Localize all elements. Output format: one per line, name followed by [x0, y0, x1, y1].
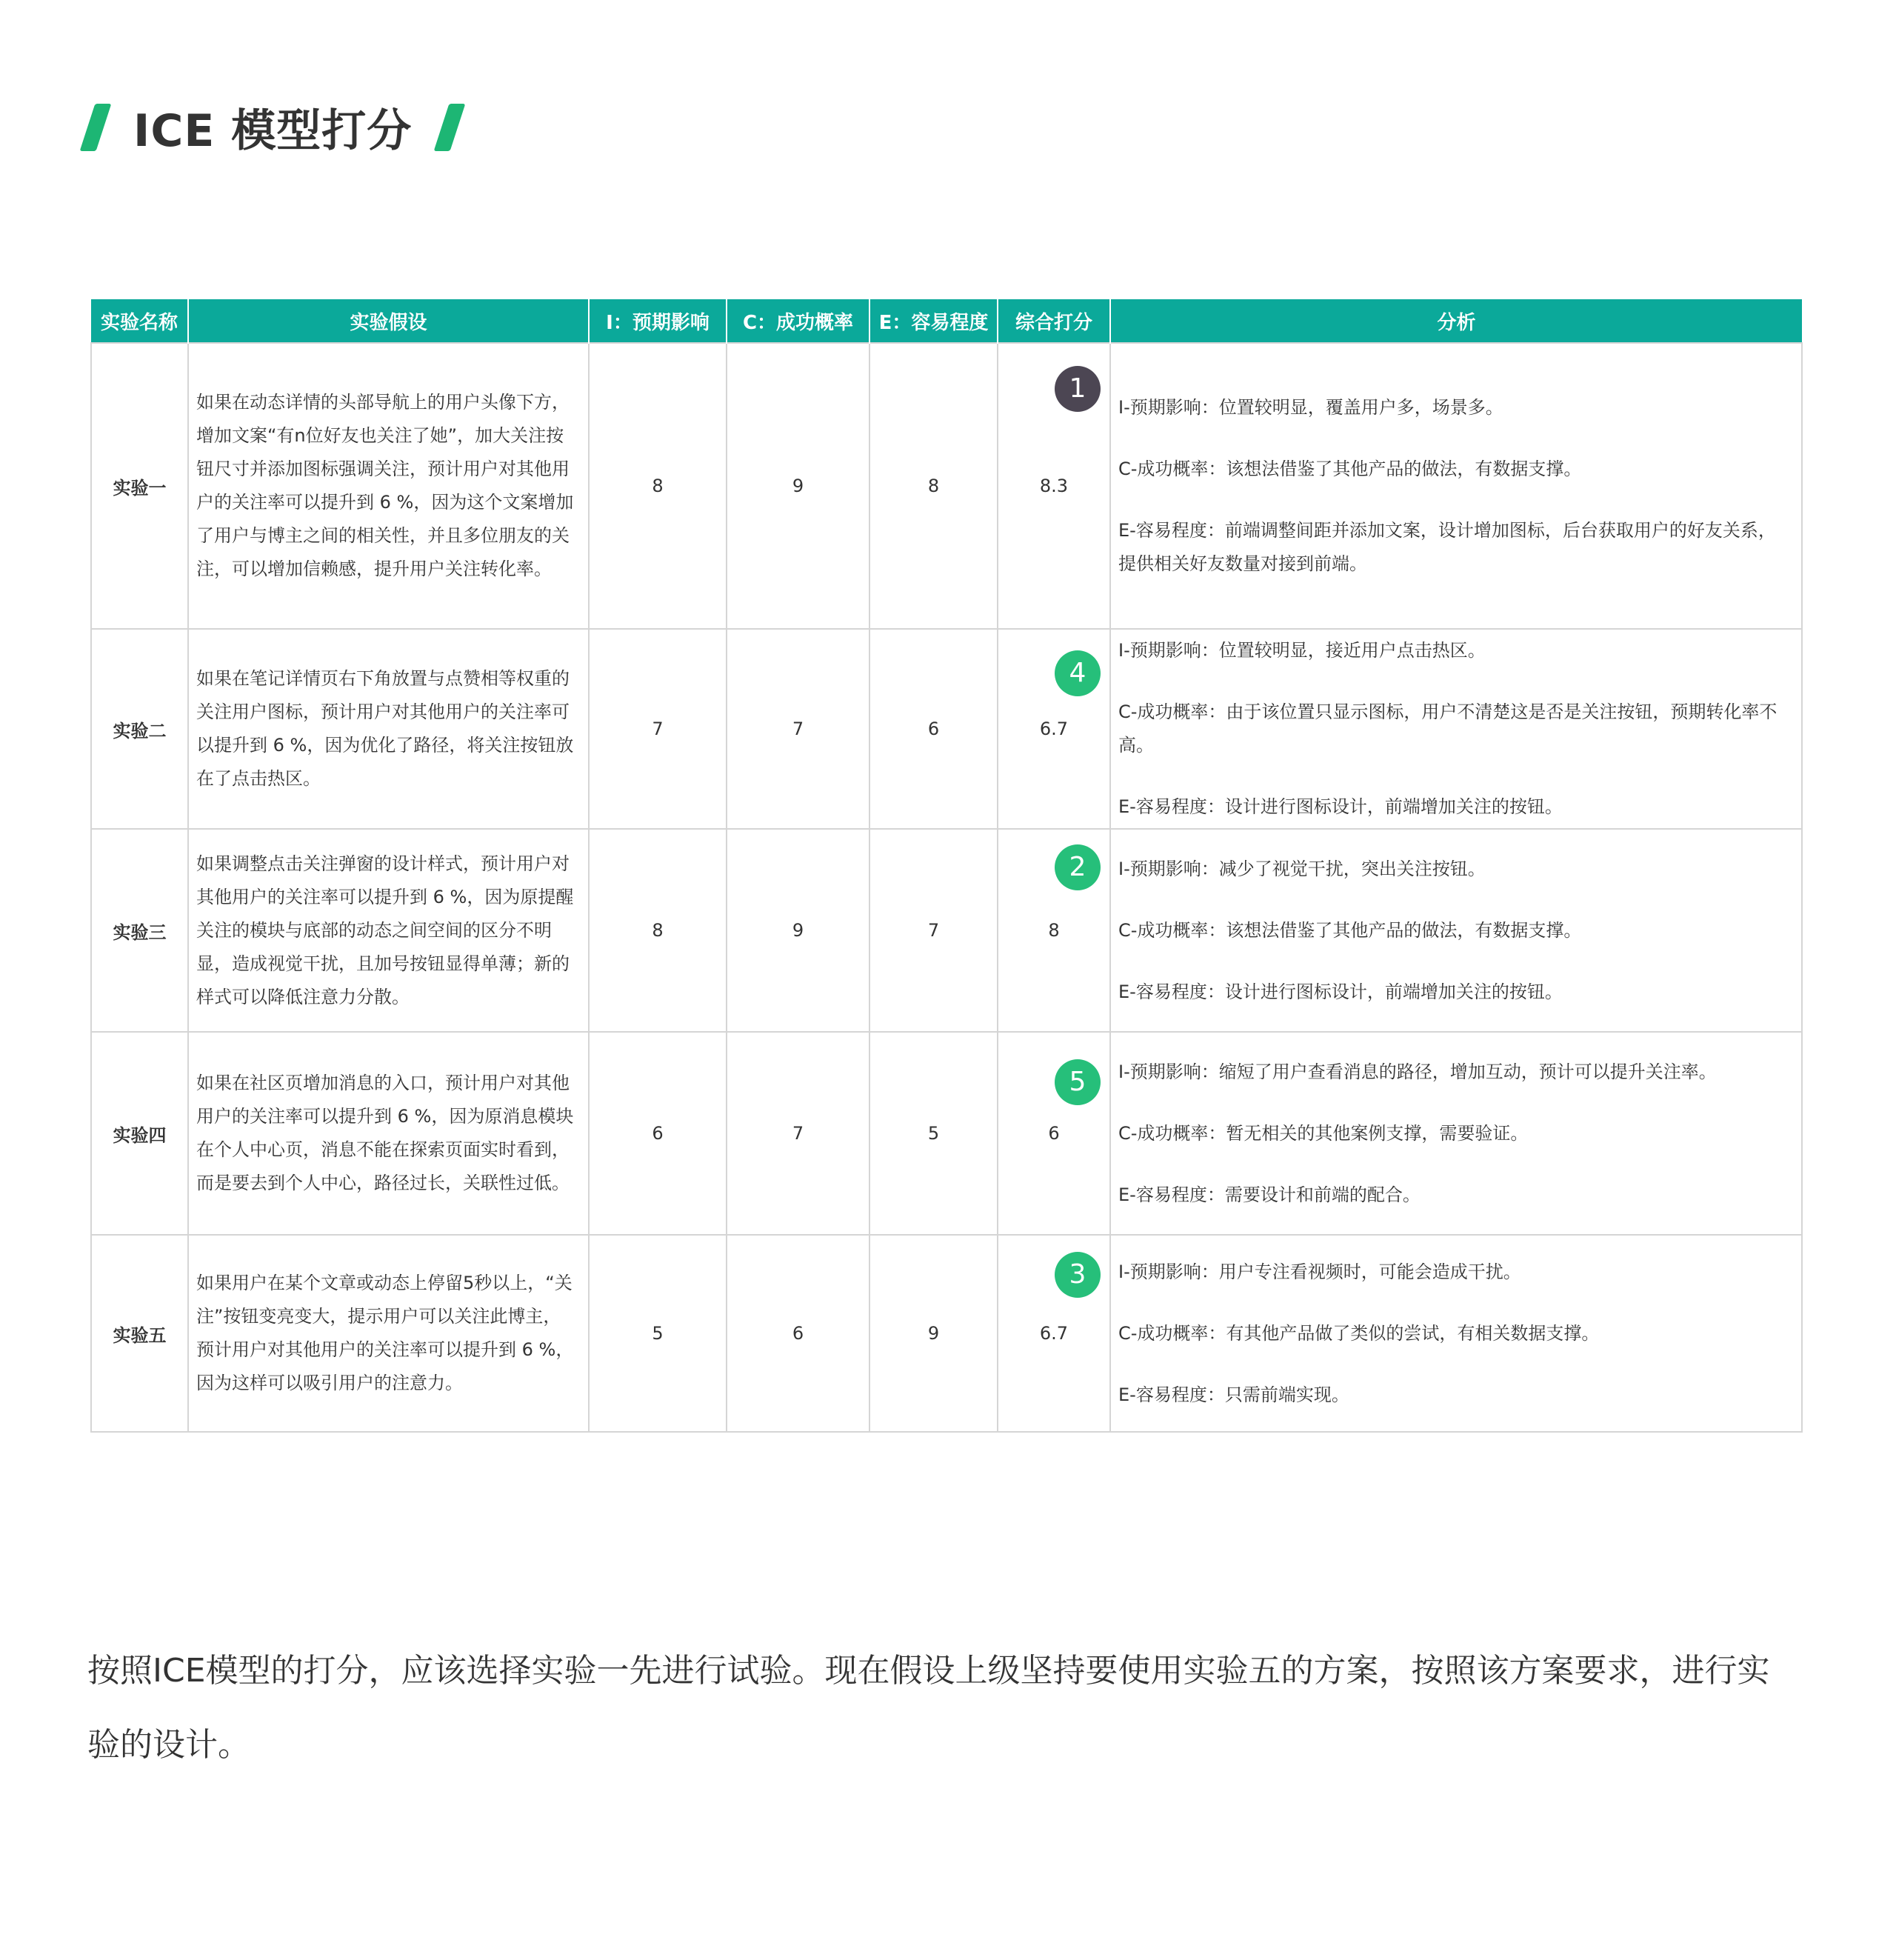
experiment-name: 实验四	[91, 1032, 188, 1235]
rank-badge: 5	[1055, 1059, 1101, 1105]
ice-score-table	[90, 299, 1803, 1433]
table-row	[91, 629, 1802, 829]
ease-score: 5	[869, 1032, 998, 1235]
slash-decoration-right	[434, 104, 466, 151]
analysis-impact: I-预期影响：缩短了用户查看消息的路径，增加互动，预计可以提升关注率。	[1118, 1061, 1717, 1082]
header-name: 实验名称	[91, 299, 188, 343]
header-ease: E：容易程度	[869, 299, 998, 343]
page-title: ICE 模型打分	[133, 105, 413, 157]
confidence-score: 9	[727, 343, 869, 629]
total-score: 8	[1048, 920, 1060, 941]
confidence-score: 7	[727, 1032, 869, 1235]
total-score: 8.3	[1039, 476, 1069, 496]
rank-badge: 2	[1055, 844, 1101, 890]
experiment-name: 实验二	[91, 629, 188, 829]
section-header	[87, 96, 458, 159]
analysis-confidence: C-成功概率：该想法借鉴了其他产品的做法，有数据支撑。	[1118, 919, 1582, 941]
header-total: 综合打分	[998, 299, 1110, 343]
experiment-name: 实验五	[91, 1235, 188, 1432]
analysis-cell	[1110, 629, 1802, 829]
total-score-cell	[998, 1235, 1110, 1432]
total-score: 6.7	[1039, 719, 1069, 739]
analysis-ease: E-容易程度：设计进行图标设计，前端增加关注的按钮。	[1118, 796, 1563, 817]
analysis-impact: I-预期影响：位置较明显，接近用户点击热区。	[1118, 640, 1486, 661]
table-header-row	[91, 299, 1802, 343]
analysis-confidence: C-成功概率：暂无相关的其他案例支撑，需要验证。	[1118, 1122, 1529, 1144]
header-confidence: C：成功概率	[727, 299, 869, 343]
impact-score: 8	[589, 829, 727, 1032]
analysis-impact: I-预期影响：位置较明显，覆盖用户多，场景多。	[1118, 397, 1503, 418]
experiment-hypothesis: 如果在社区页增加消息的入口，预计用户对其他用户的关注率可以提升到 6 %，因为原消息模块在个人中心页，消息不能在探索页面实时看到，而是要去到个人中心，路径过长，关联性过低。	[188, 1032, 589, 1235]
experiment-hypothesis: 如果调整点击关注弹窗的设计样式，预计用户对其他用户的关注率可以提升到 6 %，因为原提醒关注的模块与底部的动态之间空间的区分不明显，造成视觉干扰，且加号按钮显得单薄；新的样式可以降低注意力分散。	[188, 829, 589, 1032]
total-score: 6.7	[1039, 1323, 1069, 1344]
analysis-ease: E-容易程度：需要设计和前端的配合。	[1118, 1184, 1421, 1205]
total-score-cell	[998, 1032, 1110, 1235]
analysis-impact: I-预期影响：减少了视觉干扰，突出关注按钮。	[1118, 858, 1486, 879]
ease-score: 8	[869, 343, 998, 629]
table-row	[91, 829, 1802, 1032]
ease-score: 9	[869, 1235, 998, 1432]
analysis-cell	[1110, 829, 1802, 1032]
analysis-cell	[1110, 1032, 1802, 1235]
impact-score: 8	[589, 343, 727, 629]
experiment-hypothesis: 如果用户在某个文章或动态上停留5秒以上，“关注”按钮变亮变大，提示用户可以关注此博主，预计用户对其他用户的关注率可以提升到 6 %，因为这样可以吸引用户的注意力。	[188, 1235, 589, 1432]
analysis-cell	[1110, 1235, 1802, 1432]
ease-score: 7	[869, 829, 998, 1032]
ease-score: 6	[869, 629, 998, 829]
slash-decoration-left	[80, 104, 112, 151]
confidence-score: 7	[727, 629, 869, 829]
analysis-cell	[1110, 343, 1802, 629]
total-score-cell	[998, 343, 1110, 629]
analysis-ease: E-容易程度：设计进行图标设计，前端增加关注的按钮。	[1118, 981, 1563, 1002]
analysis-confidence: C-成功概率：有其他产品做了类似的尝试，有相关数据支撑。	[1118, 1322, 1600, 1344]
confidence-score: 9	[727, 829, 869, 1032]
experiment-hypothesis: 如果在笔记详情页右下角放置与点赞相等权重的关注用户图标，预计用户对其他用户的关注率可以提升到 6 %，因为优化了路径，将关注按钮放在了点击热区。	[188, 629, 589, 829]
experiment-name: 实验一	[91, 343, 188, 629]
rank-badge: 3	[1055, 1252, 1101, 1298]
table-row	[91, 1032, 1802, 1235]
confidence-score: 6	[727, 1235, 869, 1432]
experiment-name: 实验三	[91, 829, 188, 1032]
header-impact: I：预期影响	[589, 299, 727, 343]
total-score-cell	[998, 829, 1110, 1032]
impact-score: 5	[589, 1235, 727, 1432]
experiment-hypothesis: 如果在动态详情的头部导航上的用户头像下方，增加文案“有n位好友也关注了她”，加大关注按钮尺寸并添加图标强调关注，预计用户对其他用户的关注率可以提升到 6 %，因为这个文案增加了用户与博主之间的相关性，并且多位朋友的关注，可以增加信赖感，提升用户关注转化率。	[188, 343, 589, 629]
analysis-impact: I-预期影响：用户专注看视频时，可能会造成干扰。	[1118, 1261, 1521, 1282]
total-score-cell	[998, 629, 1110, 829]
header-analysis: 分析	[1110, 299, 1802, 343]
rank-badge: 4	[1055, 650, 1101, 696]
analysis-confidence: C-成功概率：该想法借鉴了其他产品的做法，有数据支撑。	[1118, 459, 1582, 479]
table-row	[91, 343, 1802, 629]
conclusion-text: 按照ICE模型的打分，应该选择实验一先进行试验。现在假设上级坚持要使用实验五的方案，按照该方案要求，进行实验的设计。	[87, 1652, 1770, 1764]
rank-badge: 1	[1055, 366, 1101, 412]
total-score: 6	[1048, 1123, 1060, 1144]
analysis-confidence: C-成功概率：由于该位置只显示图标，用户不清楚这是否是关注按钮，预期转化率不高。	[1118, 701, 1778, 756]
impact-score: 6	[589, 1032, 727, 1235]
header-hypothesis: 实验假设	[188, 299, 589, 343]
analysis-ease: E-容易程度：只需前端实现。	[1118, 1384, 1349, 1405]
impact-score: 7	[589, 629, 727, 829]
analysis-ease: E-容易程度：前端调整间距并添加文案，设计增加图标，后台获取用户的好友关系，提供相关好友数量对接到前端。	[1118, 520, 1776, 574]
table-row	[91, 1235, 1802, 1432]
